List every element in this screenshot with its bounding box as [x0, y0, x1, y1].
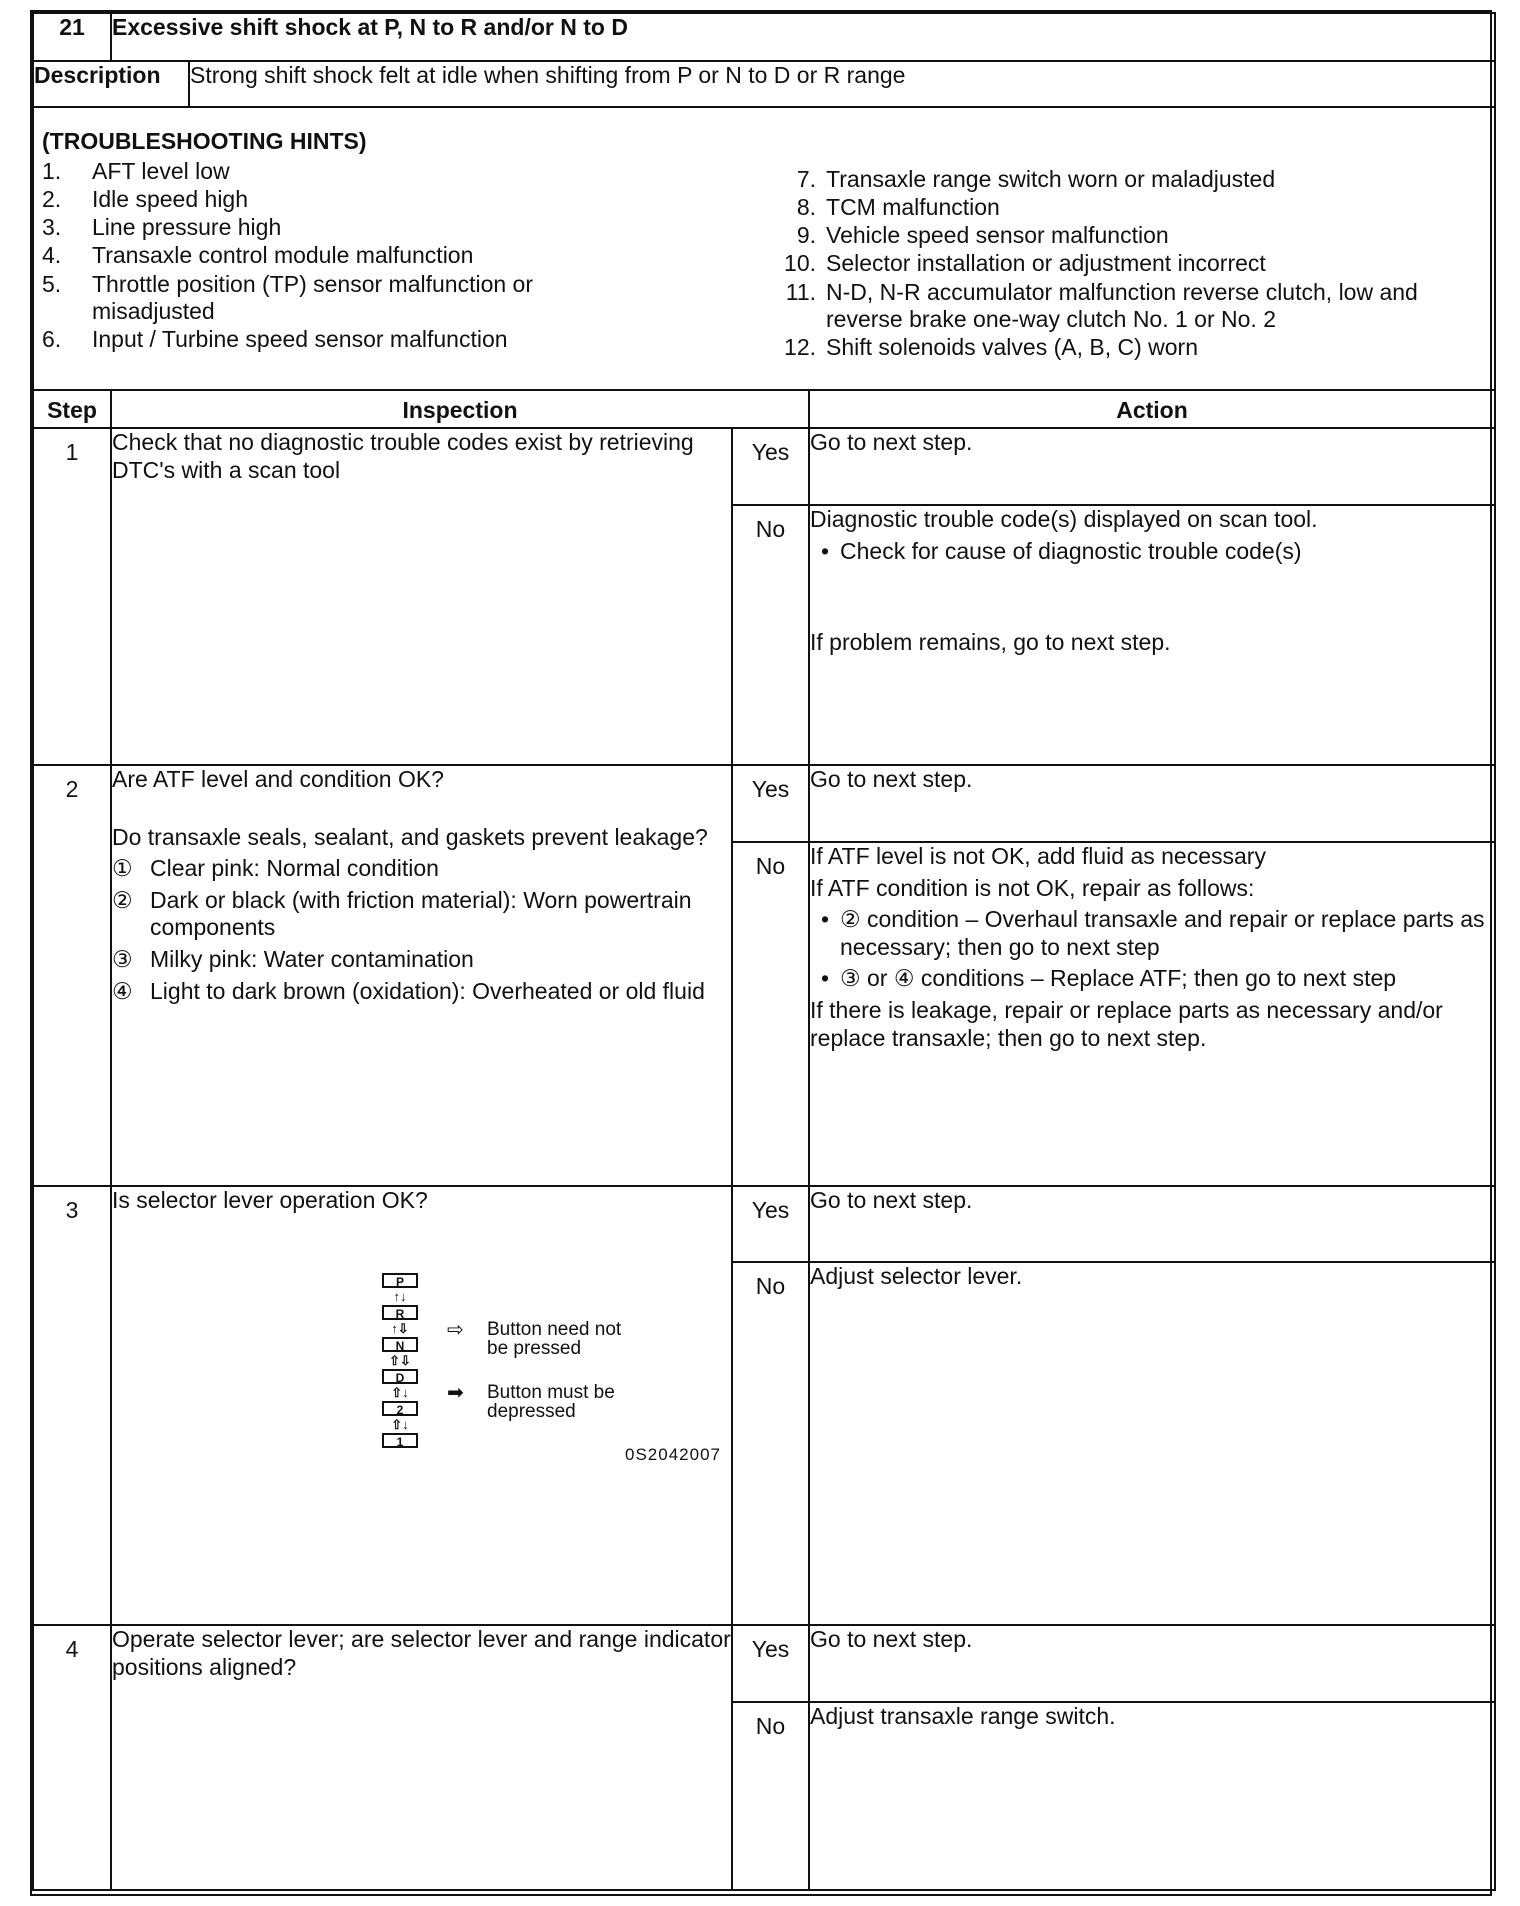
no-label: No — [732, 842, 809, 1186]
lever-arrows: ⇧⇩ — [389, 1352, 411, 1368]
yes-label: Yes — [732, 1625, 809, 1702]
lever-position-2: 2 — [382, 1401, 418, 1416]
column-header-action: Action — [809, 390, 1495, 428]
step-inspection: Operate selector lever; are selector lever and range indicator positions aligned? — [111, 1625, 732, 1890]
no-action-text: Diagnostic trouble code(s) displayed on scan tool. — [810, 506, 1318, 532]
no-action: Adjust selector lever. — [809, 1262, 1495, 1625]
condition-list — [112, 855, 731, 1005]
hint-item: 10. Selector installation or adjustment incorrect — [784, 250, 1266, 277]
step-number: 4 — [33, 1625, 111, 1890]
condition-item: ④ Light to dark brown (oxidation): Overheated or old fluid — [112, 977, 705, 1004]
inspection-question: Is selector lever operation OK? — [112, 1187, 428, 1213]
no-label: No — [732, 1702, 809, 1890]
step-inspection: Check that no diagnostic trouble codes exist by retrieving DTC's with a scan tool — [111, 428, 732, 765]
lever-arrows: ⇧↓ — [391, 1416, 409, 1432]
hints-title: (TROUBLESHOOTING HINTS) — [42, 128, 367, 154]
figure-id: 0S2042007 — [625, 1444, 721, 1464]
no-label: No — [732, 505, 809, 765]
legend-not-pressed: ⇨ Button need not be pressed — [447, 1318, 622, 1359]
description-text: Strong shift shock felt at idle when shifting from P or N to D or R range — [189, 61, 1495, 107]
no-action — [809, 842, 1495, 1186]
yes-action: Go to next step. — [809, 1625, 1495, 1702]
lever-position-1: 1 — [382, 1433, 418, 1448]
no-action: Adjust transaxle range switch. — [809, 1702, 1495, 1890]
description-label: Description — [33, 61, 189, 107]
step-number: 1 — [33, 428, 111, 765]
hint-item: 11. N-D, N-R accumulator malfunction reverse clutch, low and reverse brake one-way clutch No. 1 or No. 2 — [785, 278, 1418, 332]
lever-arrows: ⇧↓ — [391, 1384, 409, 1400]
symptom-number: 21 — [33, 13, 111, 61]
hint-item: 3. Line pressure high — [42, 214, 282, 241]
condition-item: ① Clear pink: Normal condition — [112, 855, 439, 882]
diagnostic-table — [32, 12, 1496, 1891]
column-header-step: Step — [33, 390, 111, 428]
hint-item: 7. Transaxle range switch worn or maladjusted — [796, 166, 1276, 192]
lever-position-r: R — [382, 1305, 418, 1320]
no-action-line: If ATF level is not OK, add fluid as necessary — [810, 843, 1266, 869]
bullet-item: • ② condition – Overhaul transaxle and repair or replace parts as necessary; then go to next step — [820, 906, 1485, 960]
hollow-arrow-icon: ⇨ — [447, 1318, 464, 1341]
lever-position-d: D — [382, 1369, 418, 1384]
step-number: 2 — [33, 765, 111, 1186]
selector-lever-diagram — [112, 1215, 731, 1465]
hint-item: 1. AFT level low — [42, 158, 230, 184]
step-inspection — [111, 1186, 732, 1625]
yes-action: Go to next step. — [809, 428, 1495, 505]
yes-label: Yes — [732, 1186, 809, 1262]
symptom-title: Excessive shift shock at P, N to R and/or N to D — [111, 13, 1495, 61]
troubleshooting-page — [30, 10, 1492, 1896]
hint-item: 5. Throttle position (TP) sensor malfunction or misadjusted — [42, 270, 534, 324]
lever-position-n: N — [382, 1337, 418, 1352]
condition-item: ② Dark or black (with friction material): Worn powertrain components — [112, 886, 692, 941]
lever-position-p: P — [382, 1273, 418, 1288]
yes-label: Yes — [732, 765, 809, 842]
no-action-line: If ATF condition is not OK, repair as follows: — [810, 874, 1255, 901]
condition-item: ③ Milky pink: Water contamination — [112, 945, 474, 972]
inspection-question: Are ATF level and condition OK? — [112, 766, 444, 792]
no-action — [809, 505, 1495, 765]
lever-arrows: ↑↓ — [393, 1288, 407, 1304]
lever-arrows: ↑⇩ — [391, 1320, 409, 1336]
hints-right-list — [774, 157, 1486, 362]
column-header-inspection: Inspection — [111, 390, 809, 428]
hints-left-list — [42, 157, 754, 362]
solid-arrow-icon: ➡ — [447, 1381, 464, 1404]
step-inspection — [111, 765, 732, 1186]
inspection-question-2: Do transaxle seals, sealant, and gaskets prevent leakage? — [112, 823, 708, 850]
yes-label: Yes — [732, 428, 809, 505]
hint-item: 9. Vehicle speed sensor malfunction — [796, 222, 1169, 249]
hint-item: 8. TCM malfunction — [796, 194, 1000, 221]
troubleshooting-hints — [33, 107, 1495, 390]
bullet-item: • Check for cause of diagnostic trouble code(s) — [820, 537, 1302, 564]
step-number: 3 — [33, 1186, 111, 1625]
hint-item: 12. Shift solenoids valves (A, B, C) worn — [784, 333, 1198, 360]
no-action-after: If there is leakage, repair or replace parts as necessary and/or replace transaxle; then go to next step. — [810, 996, 1443, 1051]
legend-pressed: ➡ Button must be depressed — [447, 1381, 615, 1422]
yes-action: Go to next step. — [809, 765, 1495, 842]
no-action-after: If problem remains, go to next step. — [810, 629, 1171, 656]
hint-item: 4. Transaxle control module malfunction — [42, 242, 474, 269]
bullet-item: • ③ or ④ conditions – Replace ATF; then go to next step — [820, 965, 1397, 992]
no-label: No — [732, 1262, 809, 1625]
hint-item: 6. Input / Turbine speed sensor malfunction — [42, 325, 508, 352]
yes-action: Go to next step. — [809, 1186, 1495, 1262]
hint-item: 2. Idle speed high — [42, 186, 249, 213]
